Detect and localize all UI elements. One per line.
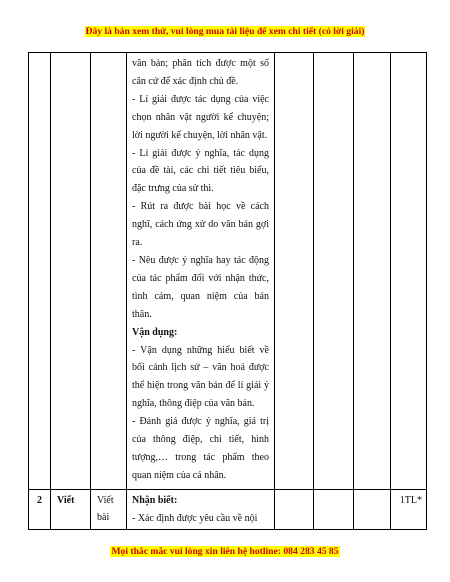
skill-name: Viết bbox=[51, 489, 91, 529]
cell-empty-level bbox=[354, 489, 391, 529]
cell-requirements bbox=[127, 489, 275, 529]
table-row-writing bbox=[29, 489, 427, 529]
requirement-text: văn bản; phân tích được một số căn cứ để xác định chủ đề. bbox=[132, 58, 269, 87]
cell-empty-level bbox=[275, 53, 314, 490]
question-count: 1TL* bbox=[391, 489, 427, 529]
requirement-text: - Vận dụng những hiểu biết về bối cảnh lịch sử – văn hoá được thể hiện trong văn bản để lí giải ý nghĩa, thông điệp của văn bản. bbox=[132, 344, 269, 410]
task-type: Viết bài bbox=[91, 489, 127, 529]
cell-empty-level bbox=[354, 53, 391, 490]
cell-empty-level bbox=[391, 53, 427, 490]
preview-notice-banner bbox=[0, 26, 450, 37]
row-number: 2 bbox=[29, 489, 51, 529]
apply-heading: Vận dụng: bbox=[132, 326, 178, 338]
requirement-text: - Đánh giá được ý nghĩa, giá trị của thông điệp, chi tiết, hình tượng,… trong tác phẩm theo quan niệm của cá nhân. bbox=[132, 416, 269, 481]
specification-table bbox=[28, 52, 427, 530]
requirement-text: - Lí giải được ý nghĩa, tác dụng của đề tài, các chi tiết tiêu biểu, đặc trưng của sử thi. bbox=[132, 147, 269, 195]
preview-notice-text: Đây là bản xem thử, vui lòng mua tài liệu để xem chi tiết (có lời giải) bbox=[85, 26, 365, 37]
requirement-text: - Xác định được yêu cầu về nội bbox=[132, 512, 258, 524]
table-row-continued bbox=[29, 53, 427, 490]
requirement-text: - Nêu được ý nghĩa hay tác động của tác phẩm đối với nhận thức, tình cảm, quan niệm của bản thân. bbox=[132, 254, 269, 320]
recognition-heading: Nhận biết: bbox=[132, 494, 178, 506]
cell-empty-level bbox=[314, 489, 354, 529]
hotline-notice-banner bbox=[0, 546, 450, 557]
cell-empty-number bbox=[29, 53, 51, 490]
cell-requirements bbox=[127, 53, 275, 490]
requirement-text: - Rút ra được bài học về cách nghĩ, cách ứng xử do văn bản gợi ra. bbox=[132, 201, 269, 249]
hotline-notice-text: Mọi thắc mắc vui lòng xin liên hệ hotline: 084 283 45 85 bbox=[111, 546, 339, 557]
requirement-text: - Lí giải được tác dụng của việc chọn nhân vật người kể chuyện; lời người kể chuyện, lời nhân vật. bbox=[132, 93, 269, 141]
cell-empty-level bbox=[314, 53, 354, 490]
cell-empty-level bbox=[275, 489, 314, 529]
cell-empty-skill bbox=[51, 53, 91, 490]
cell-empty-type bbox=[91, 53, 127, 490]
